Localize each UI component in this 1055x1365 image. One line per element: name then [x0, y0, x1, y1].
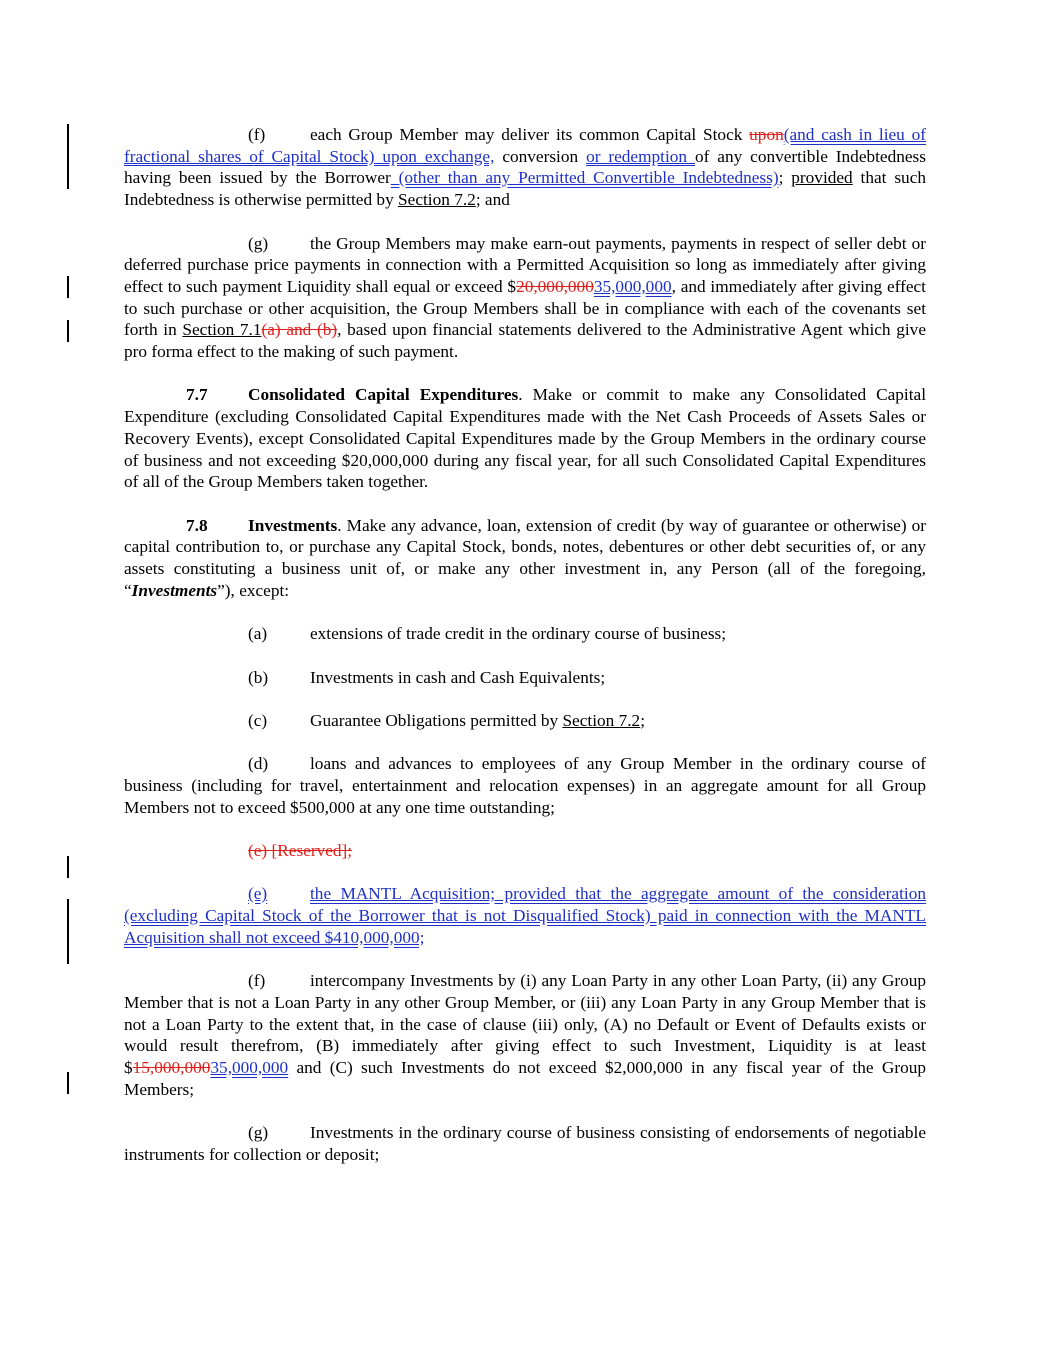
- item-a: (a) extensions of trade credit in the ordinary course of business;: [248, 624, 727, 644]
- item-f: (f) intercompany Investments by (i) any Loan Party in any other Loan Party, (ii) any Group Member that is not a Loan Party in any other Group Member, or (iii) any Loan Party in any Group Member that is not a Loan Party to the extent that, in the case of clause (iii) only, (A) no Default or Event of Defaults exists or would result therefrom, (B) immediately after giving effect to such Investment, Liquidity is at least $15,000,00035,000,000 and (C) such Investments do not exceed $2,000,000 in any fiscal year of the Group Members;: [124, 971, 926, 1099]
- clause-label: (e): [248, 884, 268, 904]
- item-b: (b) Investments in cash and Cash Equivalents;: [248, 667, 606, 687]
- section-number: 7.8: [186, 515, 208, 535]
- section-heading: Investments: [248, 515, 338, 535]
- change-bar: [67, 1072, 69, 1094]
- clause-label: (f): [248, 125, 266, 144]
- deleted-text: 20,000,000: [516, 276, 594, 296]
- section-reference: Section 7.2: [562, 710, 641, 730]
- inserted-text: (other than any Permitted Convertible Indebtedness): [390, 168, 779, 188]
- deleted-text: 15,000,000: [132, 1058, 211, 1078]
- provided-term: provided: [791, 168, 853, 188]
- inserted-text: 35,000,000: [593, 276, 672, 296]
- section-heading: Consolidated Capital Expenditures: [248, 385, 519, 405]
- clause-label: (g): [248, 233, 269, 253]
- clause-f-convertible: (f) each Group Member may deliver its common Capital Stock upon(and cash in lieu of fractional shares of Capital Stock) upon exchange, conversion or redemption of any convertible Indebtedness having been issued by the Borrower (other than any Permitted Convertible Indebtedness); provided that such Indebtedness is otherwise permitted by Section 7.2; and: [124, 125, 927, 210]
- clause-label: (d): [248, 754, 269, 774]
- item-e-inserted: [124, 883, 926, 948]
- clause-label: (c): [248, 710, 268, 730]
- item-c: (c) Guarantee Obligations permitted by Section 7.2;: [248, 710, 646, 730]
- section-reference: Section 7.2: [398, 190, 476, 210]
- item-g: (g) Investments in the ordinary course of business consisting of endorsements of negotiable instruments for collection or deposit;: [124, 1123, 926, 1164]
- document-page: [124, 124, 926, 1166]
- change-bar: [67, 276, 69, 298]
- item-e-deleted: [124, 840, 926, 862]
- inserted-text: 35,000,000: [210, 1058, 289, 1078]
- inserted-text: or redemption: [586, 146, 695, 166]
- clause-label: (f): [248, 971, 266, 991]
- clause-label: (g): [248, 1123, 269, 1143]
- inserted-text: (and cash in lieu of fractional shares of Capital Stock) upon exchange,: [124, 125, 926, 166]
- inserted-text: the MANTL Acquisition; provided that the aggregate amount of the consideration (excluding Capital Stock of the Borrower that is not Disqualified Stock) paid in connection with the MANTL Acquisition shall not exceed $410,000,000;: [124, 884, 926, 947]
- section-number: 7.7: [186, 385, 208, 405]
- deleted-text: (e) [Reserved];: [248, 841, 353, 861]
- change-bar: [67, 899, 69, 964]
- section-7-8: 7.8 Investments. Make any advance, loan, extension of credit (by way of guarantee or otherwise) or capital contribution to, or purchase any Capital Stock, bonds, notes, debentures or other debt securities of, or any assets constituting a business unit of, or make any other investment in, any Person (all of the foregoing, “Investments”), except:: [124, 515, 926, 600]
- defined-term: Investments: [131, 580, 218, 600]
- clause-g-earn-out: (g) the Group Members may make earn-out payments, payments in respect of seller debt or deferred purchase price payments in connection with a Permitted Acquisition so long as immediately after giving effect to such payment Liquidity shall equal or exceed $20,000,00035,000,000, and immediately after giving effect to such purchase or other acquisition, the Group Members shall be in compliance with each of the covenants set forth in Section 7.1(a) and (b), based upon financial statements delivered to the Administrative Agent which give pro forma effect to the making of such payment.: [124, 233, 926, 362]
- deleted-text: (a) and (b): [261, 320, 338, 340]
- change-bar: [67, 856, 69, 878]
- clause-label: (b): [248, 667, 269, 687]
- clause-label: (a): [248, 624, 268, 644]
- deleted-text: upon: [749, 125, 784, 144]
- section-7-7: 7.7 Consolidated Capital Expenditures. Make or commit to make any Consolidated Capital Expenditure (excluding Consolidated Capital Expenditures made with the Net Cash Proceeds of Assets Sales or Recovery Events), except Consolidated Capital Expenditures made by the Group Members in the ordinary course of business and not exceeding $20,000,000 during any fiscal year, for all such Consolidated Capital Expenditures of all of the Group Members taken together.: [124, 385, 926, 492]
- item-d: (d) loans and advances to employees of any Group Member in the ordinary course of business (including for travel, entertainment and relocation expenses) in an aggregate amount for all Group Members not to exceed $500,000 at any one time outstanding;: [124, 754, 926, 817]
- change-bar: [67, 320, 69, 342]
- section-reference: Section 7.1: [182, 320, 262, 340]
- change-bar: [67, 124, 69, 189]
